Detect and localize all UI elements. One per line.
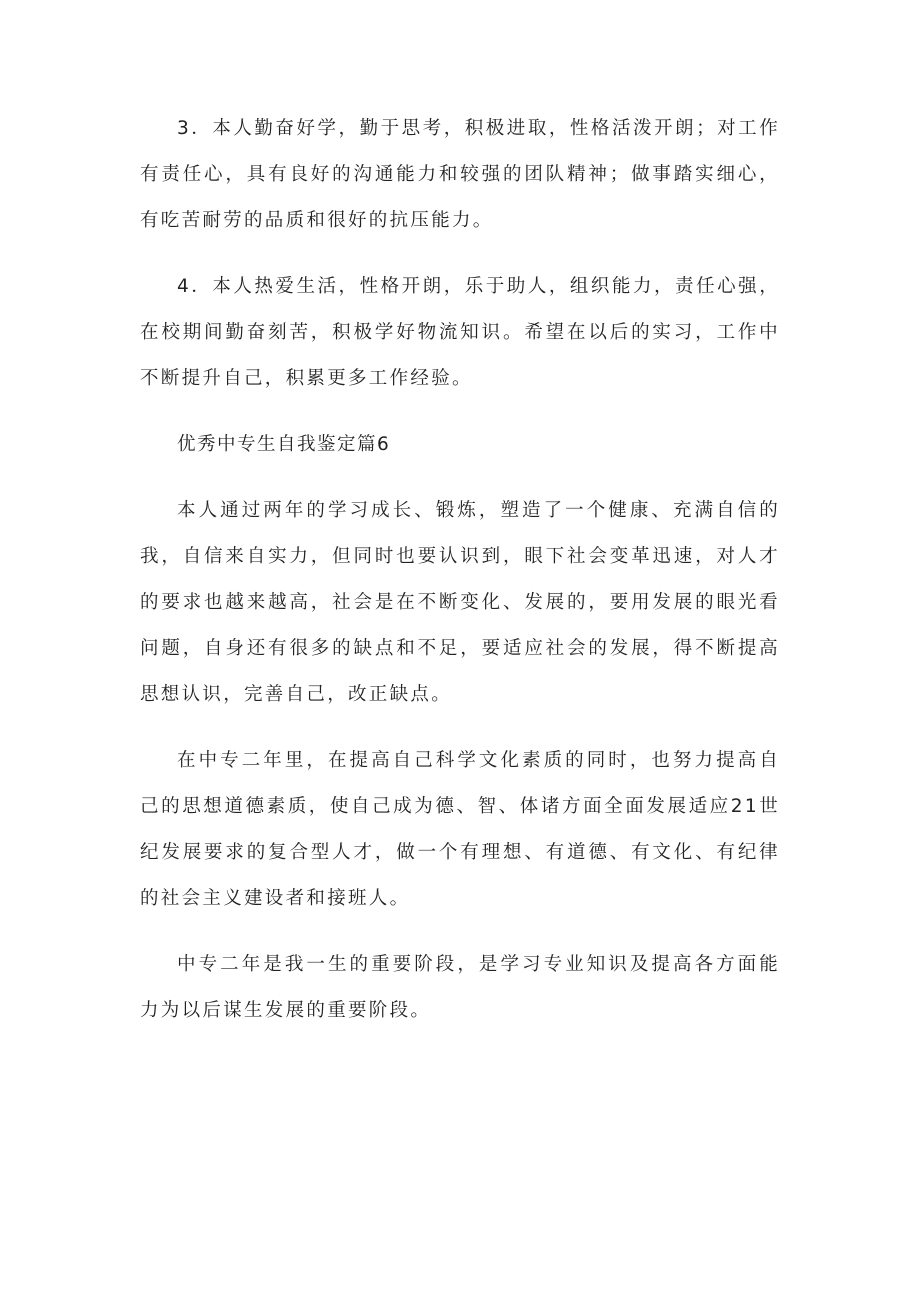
paragraph-quality: 在中专二年里，在提高自己科学文化素质的同时，也努力提高自己的思想道德素质，使自己成为德、智、体诸方面全面发展适应21世纪发展要求的复合型人才，做一个有理想、有道德、有文化、有纪律的社会主义建设者和接班人。 xyxy=(140,750,780,909)
paragraph-self-assessment-3: 3．本人勤奋好学，勤于思考，积极进取，性格活泼开朗；对工作有责任心，具有良好的沟通能力和较强的团队精神；做事踏实细心，有吃苦耐劳的品质和很好的抗压能力。 xyxy=(140,118,780,231)
section-heading: 优秀中专生自我鉴定篇6 xyxy=(177,434,391,455)
document-body xyxy=(140,106,780,1054)
paragraph-self-assessment-4: 4．本人热爱生活，性格开朗，乐于助人，组织能力，责任心强，在校期间勤奋刻苦，积极学好物流知识。希望在以后的实习，工作中不断提升自己，积累更多工作经验。 xyxy=(140,276,780,389)
paragraph-important-stage: 中专二年是我一生的重要阶段，是学习专业知识及提高各方面能力为以后谋生发展的重要阶段。 xyxy=(140,954,780,1021)
paragraph-growth: 本人通过两年的学习成长、锻炼，塑造了一个健康、充满自信的我，自信来自实力，但同时也要认识到，眼下社会变革迅速，对人才的要求也越来越高，社会是在不断变化、发展的，要用发展的眼光看问题，自身还有很多的缺点和不足，要适应社会的发展，得不断提高思想认识，完善自己，改正缺点。 xyxy=(140,500,780,705)
